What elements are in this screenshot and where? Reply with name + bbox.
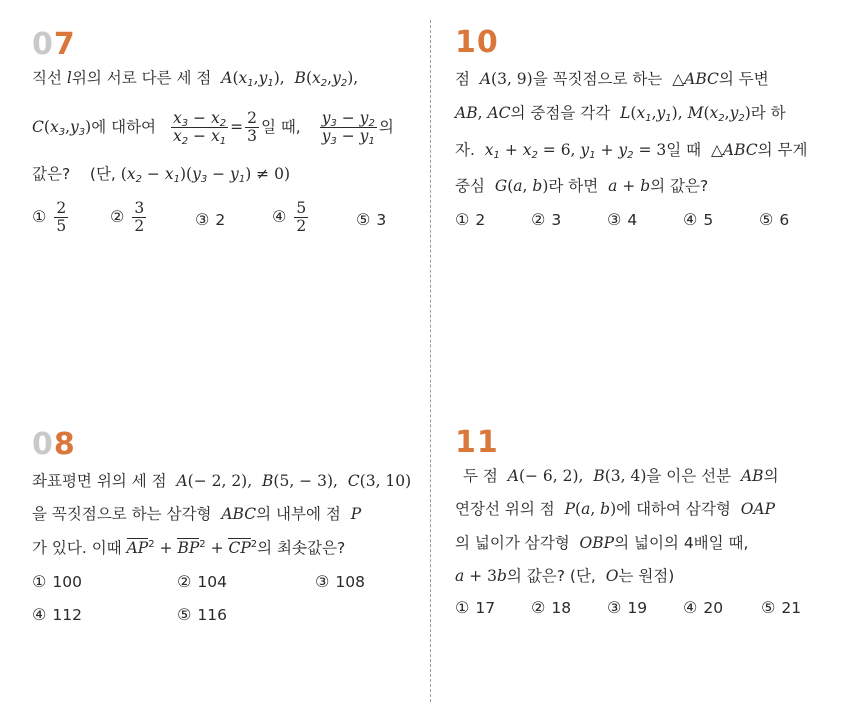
fraction: $\frac{2}{3}$ (247, 109, 257, 145)
choice-4[interactable]: ④ $\frac{5}{2}$ (272, 199, 307, 235)
problem-08 (32, 427, 422, 630)
answer-choices (455, 598, 850, 623)
problem-number (455, 425, 499, 460)
choice-1[interactable]: ① 2 (455, 210, 486, 229)
choice-1[interactable]: ① 100 (32, 572, 82, 591)
column-divider (430, 20, 431, 702)
fraction: $\frac{x_3 - x_2}{x_2 - x_1}$ (172, 109, 227, 147)
problem-07 (32, 27, 422, 250)
problem-text-line: 두 점 A(− 6, 2), B(3, 4)을 이은 선분 AB의 (463, 467, 779, 485)
choice-5[interactable]: ⑤ 116 (177, 605, 227, 624)
problem-number (32, 27, 76, 62)
problem-number-text: 10 (455, 25, 499, 60)
choice-3[interactable]: ③ 19 (607, 598, 648, 617)
choice-4[interactable]: ④ 112 (32, 605, 82, 624)
choice-4[interactable]: ④ 20 (683, 598, 724, 617)
choice-1[interactable]: ① $\frac{2}{5}$ (32, 199, 67, 235)
problem-number (32, 427, 76, 462)
problem-text-line: AB, AC의 중점을 각각 $L(x_1,y_1)$, $M(x_2,y_2)$라 하 (455, 104, 786, 124)
problem-text-line: 좌표평면 위의 세 점 A(− 2, 2), B(5, − 3), C(3, 10) (32, 472, 412, 490)
answer-choices (32, 200, 422, 245)
problem-text-line: $C(x_3,y_3)$에 대하여 $\frac{x_3 - x_2}{x_2 - x_1}$ = $\frac{2}{3}$ 일 때, $\frac{y_3 - y_2}{y_3 - y_1}$ 의 (32, 109, 394, 147)
choice-2[interactable]: ② 3 (531, 210, 562, 229)
choice-5[interactable]: ⑤ 3 (356, 210, 387, 229)
choice-3[interactable]: ③ 2 (195, 210, 226, 229)
problem-text-line: 을 꼭짓점으로 하는 삼각형 ABC의 내부에 점 P (32, 505, 362, 523)
problem-number-text: 11 (455, 425, 499, 460)
problem-text-line: 중심 G(a, b)라 하면 a + b의 값은? (455, 177, 709, 195)
answer-choices (32, 572, 422, 632)
problem-text-line: a + 3b의 값은? (단, O는 원점) (455, 567, 675, 585)
problem-number-text: 08 (32, 427, 76, 462)
choice-2[interactable]: ② $\frac{3}{2}$ (110, 199, 145, 235)
problem-text-line: 값은? (단, $(x_2 - x_1)(y_3 - y_1) \ne 0$) (32, 165, 290, 185)
problem-text-line: 가 있다. 이때 $AP^2 + BP^2 + CP^2$의 최솟값은? (32, 539, 346, 557)
problem-text-line: 연장선 위의 점 P(a, b)에 대하여 삼각형 OAP (455, 500, 776, 518)
problem-text-line: 의 넓이가 삼각형 OBP의 넓이의 4배일 때, (455, 534, 749, 552)
choice-5[interactable]: ⑤ 21 (761, 598, 802, 617)
problem-number-text: 07 (32, 27, 76, 62)
choice-4[interactable]: ④ 5 (683, 210, 714, 229)
problem-10 (455, 25, 850, 248)
problem-number (455, 25, 499, 60)
choice-1[interactable]: ① 17 (455, 598, 496, 617)
choice-3[interactable]: ③ 4 (607, 210, 638, 229)
choice-5[interactable]: ⑤ 6 (759, 210, 790, 229)
answer-choices (455, 210, 850, 235)
choice-3[interactable]: ③ 108 (315, 572, 365, 591)
choice-2[interactable]: ② 18 (531, 598, 572, 617)
choice-2[interactable]: ② 104 (177, 572, 227, 591)
problem-text-line: 자. $x_1 + x_2 = 6$, $y_1 + y_2 = 3$일 때 △ABC의 무게 (455, 141, 808, 161)
problem-text-line: 직선 l위의 서로 다른 세 점 $A(x_1,y_1)$, $B(x_2,y_2)$, (32, 69, 359, 89)
fraction: $\frac{y_3 - y_2}{y_3 - y_1}$ (321, 109, 375, 147)
problem-text-line: 점 A(3, 9)을 꼭짓점으로 하는 △ABC의 두변 (455, 70, 769, 88)
problem-11 (455, 425, 850, 628)
